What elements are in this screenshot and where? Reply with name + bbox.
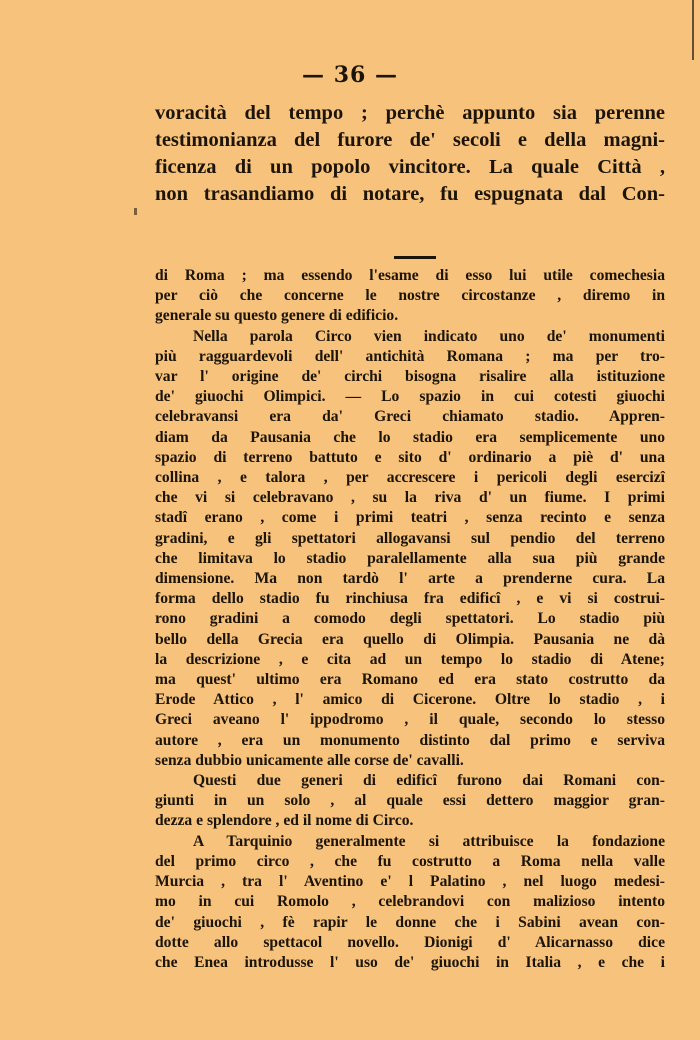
page-edge-line bbox=[692, 0, 694, 60]
note-line: forma dello stadio fu rinchiusa fra edificî , e vi si costrui- bbox=[155, 590, 665, 608]
margin-mark bbox=[134, 208, 137, 215]
note-line: rono gradini a comodo degli spettatori. Lo stadio più bbox=[155, 610, 665, 628]
main-text-line: voracità del tempo ; perchè appunto sia perenne bbox=[155, 102, 665, 124]
note-line: Murcia , tra l' Aventino e' l Palatino , nel luogo medesi- bbox=[155, 873, 665, 891]
note-line: che limitava lo stadio paralellamente alla sua più grande bbox=[155, 549, 665, 567]
note-line: dezza e splendore , ed il nome di Circo. bbox=[155, 812, 414, 830]
main-text-line: testimonianza del furore de' secoli e della magni- bbox=[155, 129, 665, 151]
note-line: del primo circo , che fu costrutto a Roma nella valle bbox=[155, 852, 665, 870]
note-line: A Tarquinio generalmente si attribuisce la fondazione bbox=[193, 832, 665, 850]
note-line: dotte allo spettacol novello. Dionigi d' Alicarnasso dice bbox=[155, 933, 665, 951]
note-line: dimensione. Ma non tardò l' arte a prenderne cura. La bbox=[155, 570, 665, 588]
note-line: più ragguardevoli dell' antichità Romana ; ma per tro- bbox=[155, 347, 665, 365]
note-line: che vi si celebravano , su la riva d' un fiume. I primi bbox=[155, 489, 665, 507]
note-line: gradini, e gli spettatori allogavansi sul pendio del terreno bbox=[155, 529, 665, 547]
note-line: diam da Pausania che lo stadio era semplicemente uno bbox=[155, 428, 665, 446]
page-number: — 36 — bbox=[302, 62, 398, 88]
note-line: Nella parola Circo vien indicato uno de' monumenti bbox=[193, 327, 665, 345]
note-line: var l' origine de' circhi bisogna risalire alla istituzione bbox=[155, 368, 665, 386]
note-line: ma quest' ultimo era Romano ed era stato costrutto da bbox=[155, 671, 665, 689]
main-text-block bbox=[155, 100, 665, 208]
footnote-text-block bbox=[155, 266, 665, 973]
note-line: bello della Grecia era quello di Olimpia. Pausania ne dà bbox=[155, 630, 665, 648]
main-text-line: non trasandiamo di notare, fu espugnata dal Con- bbox=[155, 183, 665, 205]
note-line: giunti in un solo , al quale essi dettero maggior gran- bbox=[155, 792, 665, 810]
note-line: de' giuochi , fè rapir le donne che i Sabini avean con- bbox=[155, 913, 665, 931]
note-line: collina , e talora , per accrescere i pericoli degli esercizî bbox=[155, 469, 665, 487]
note-line: stadî erano , come i primi teatri , senza recinto e senza bbox=[155, 509, 665, 527]
note-line: Erode Attico , l' amico di Cicerone. Oltre lo stadio , i bbox=[155, 691, 665, 709]
note-line: di Roma ; ma essendo l'esame di esso lui utile comechesia bbox=[155, 267, 665, 284]
note-line: senza dubbio unicamente alle corse de' cavalli. bbox=[155, 751, 464, 769]
note-line: spazio di terreno battuto e sito d' ordinario a piè d' una bbox=[155, 448, 665, 466]
note-line: celebravansi era da' Greci chiamato stadio. Appren- bbox=[155, 408, 665, 426]
note-line: mo in cui Romolo , celebrandovi con malizioso intento bbox=[155, 893, 665, 911]
note-line: de' giuochi Olimpici. — Lo spazio in cui cotesti giuochi bbox=[155, 388, 665, 406]
note-line: la descrizione , e cita ad un tempo lo stadio di Atene; bbox=[155, 650, 665, 668]
note-line: per ciò che concerne le nostre circostanze , diremo in bbox=[155, 287, 665, 305]
footnote-separator bbox=[394, 256, 436, 259]
note-line: autore , era un monumento distinto dal primo e serviva bbox=[155, 731, 665, 749]
note-line: Greci aveano l' ippodromo , il quale, secondo lo stesso bbox=[155, 711, 665, 729]
note-line: generale su questo genere di edificio. bbox=[155, 307, 399, 325]
main-text-line: ficenza di un popolo vincitore. La quale Città , bbox=[155, 156, 665, 178]
note-line: Questi due generi di edificî furono dai Romani con- bbox=[193, 772, 665, 790]
note-line: che Enea introdusse l' uso de' giuochi in Italia , e che i bbox=[155, 953, 665, 971]
